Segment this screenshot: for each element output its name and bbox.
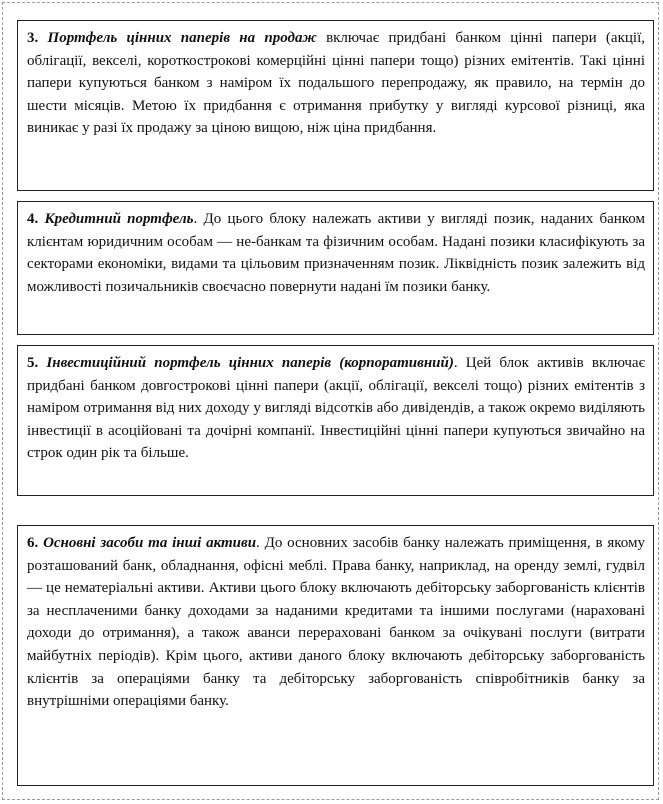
- page-frame: [2, 2, 659, 800]
- section-title: Кредитний портфель: [44, 211, 194, 227]
- section-text: . Цей блок активів включає придбані банком довгострокові цінні папери (акції, облігації, векселі тощо) різних емітентів з наміром отримання від них доходу у вигляді відсотків або дивідендів, а також окремо виділяють інвестиції в асоційовані та дочірні компанії. Інвестиційні цінні папери купуються звичайно на строк один рік та більше.: [27, 355, 646, 462]
- section-box-4: [17, 201, 654, 335]
- section-text: . До основних засобів банку належать приміщення, в якому розташований банк, обладнання, офісні меблі. Права банку, наприклад, на оренду землі, гудвіл — це нематеріальні активи. Активи цього блоку включають дебіторську заборгованість клієнтів за несплаченими банку доходами за наданими кредитами та іншими послугами (нараховані доходи до отримання), а також аванси перераховані банком за очікувані послуги (витрати майбутніх періодів). Крім цього, активи даного блоку включають дебіторську заборгованість клієнтів за операціями банку та дебіторську заборгованість співробітників банку за внутрішніми операціями банку.: [27, 535, 646, 710]
- section-box-3: [17, 20, 654, 191]
- section-number: 4.: [27, 211, 39, 227]
- section-number: 3.: [27, 30, 39, 46]
- section-title: Портфель цінних паперів на продаж: [47, 30, 317, 46]
- section-title: Основні засоби та інші активи: [43, 535, 257, 551]
- section-box-6: [17, 525, 654, 786]
- section-box-5: [17, 345, 654, 496]
- section-text: включає придбані банком цінні папери (акції, облігації, векселі, короткострокові комерційні цінні папери тощо) різних емітентів. Такі цінні папери купуються банком з наміром їх подальшого перепродажу, як правило, на термін до шести місяців. Метою їх придбання є отримання прибутку у вигляді курсової різниці, яка виникає у разі їх продажу за ціною вищою, ніж ціна придбання.: [27, 30, 645, 137]
- section-number: 5.: [27, 355, 39, 371]
- section-title: Інвестиційний портфель цінних паперів (корпоративний): [46, 355, 454, 371]
- section-text: . До цього блоку належать активи у вигляді позик, наданих банком клієнтам юридичним особам — не-банкам та фізичним особам. Надані позики класифікують за секторами економіки, видами та цільовим призначенням позик. Ліквідність позик залежить від можливості позичальників своєчасно повернути надані їм позики банку.: [27, 211, 645, 295]
- section-number: 6.: [27, 535, 39, 551]
